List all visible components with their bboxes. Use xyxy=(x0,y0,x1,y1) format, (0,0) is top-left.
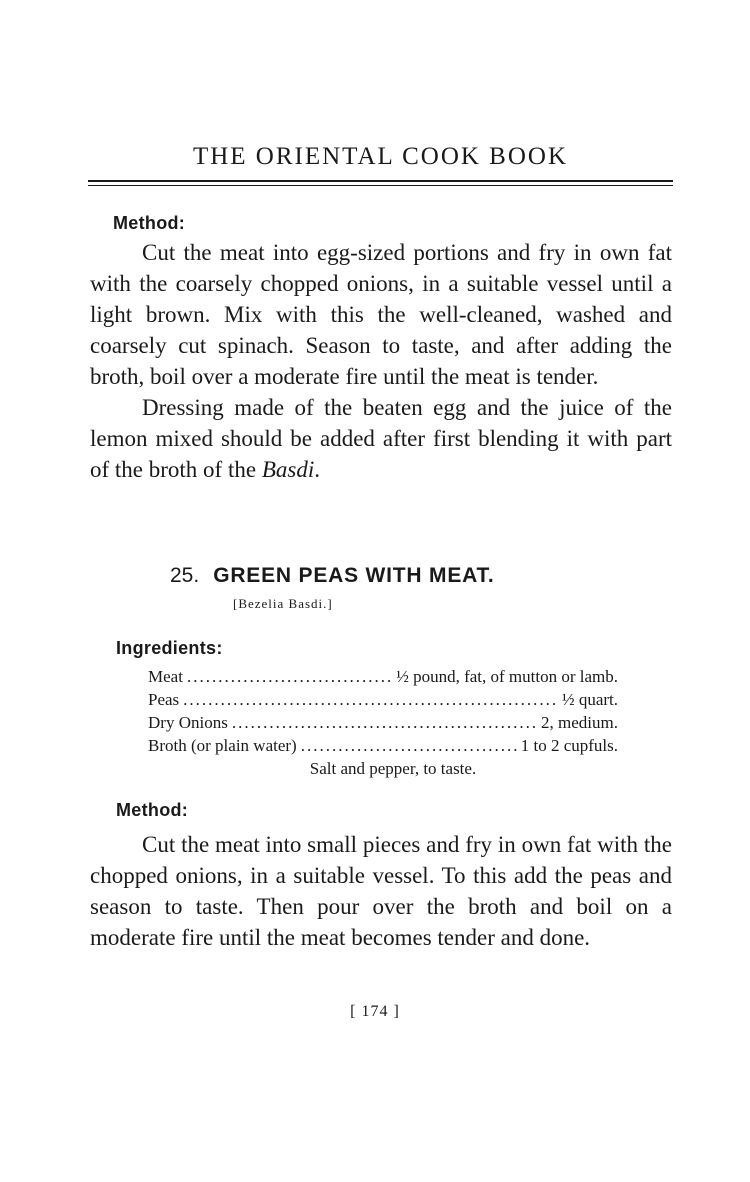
previous-method-paragraph-1: Cut the meat into egg-sized portions and fry in own fat with the coarsely chopped onions, in a suitable vessel until a light brown. Mix with this the well-cleaned, washed and coarsely cut spinach. Season to taste, and after adding the broth, boil over a moderate fire until the meat is tender. xyxy=(90,240,672,389)
recipe-heading xyxy=(170,564,494,588)
ingredient-name: Meat xyxy=(148,667,183,686)
previous-method-text xyxy=(90,237,672,485)
method-label: Method: xyxy=(116,800,189,820)
ingredient-qty: 1 to 2 cupfuls. xyxy=(520,736,618,755)
header-rule-thick xyxy=(88,180,673,182)
ingredient-row xyxy=(148,711,618,734)
ingredient-name: Broth (or plain water) xyxy=(148,736,297,755)
header-rule-thin xyxy=(88,185,673,186)
ingredients-list xyxy=(148,665,618,780)
recipe-subtitle: [Bezelia Basdi.] xyxy=(233,596,333,611)
recipe-number: 25. xyxy=(170,564,200,587)
leader-dots xyxy=(301,734,517,757)
recipe-title: GREEN PEAS WITH MEAT. xyxy=(213,564,495,587)
page-number: [ 174 ] xyxy=(350,1003,400,1020)
method-paragraph: Cut the meat into small pieces and fry in own fat with the chopped onions, in a suitable vessel. To this add the peas and season to taste. Then pour over the broth and boil on a moderate fire until the meat becomes tender and done. xyxy=(90,832,672,950)
method-label-previous: Method: xyxy=(113,213,186,233)
ingredients-label: Ingredients: xyxy=(116,638,223,658)
ingredient-row xyxy=(148,734,618,757)
ingredient-name: Dry Onions xyxy=(148,713,228,732)
leader-dots xyxy=(232,711,537,734)
recipe-name-italic: Basdi xyxy=(261,457,315,482)
previous-method-paragraph-2 xyxy=(90,392,672,485)
paragraph-end-punct: . xyxy=(314,457,320,482)
ingredient-qty: ½ pound, fat, of mutton or lamb. xyxy=(396,667,618,686)
method-text xyxy=(90,829,672,953)
ingredient-row xyxy=(148,688,618,711)
ingredient-row xyxy=(148,665,618,688)
leader-dots xyxy=(183,688,558,711)
ingredient-qty: 2, medium. xyxy=(541,713,618,732)
previous-method-paragraph-2-text: Dressing made of the beaten egg and the juice of the lemon mixed should be added after first blending it with part of the broth of the xyxy=(90,395,672,482)
running-title: THE ORIENTAL COOK BOOK xyxy=(192,143,569,170)
leader-dots xyxy=(187,665,392,688)
ingredient-name: Peas xyxy=(148,690,180,709)
ingredient-qty: ½ quart. xyxy=(561,690,618,709)
ingredients-note: Salt and pepper, to taste. xyxy=(309,759,477,778)
